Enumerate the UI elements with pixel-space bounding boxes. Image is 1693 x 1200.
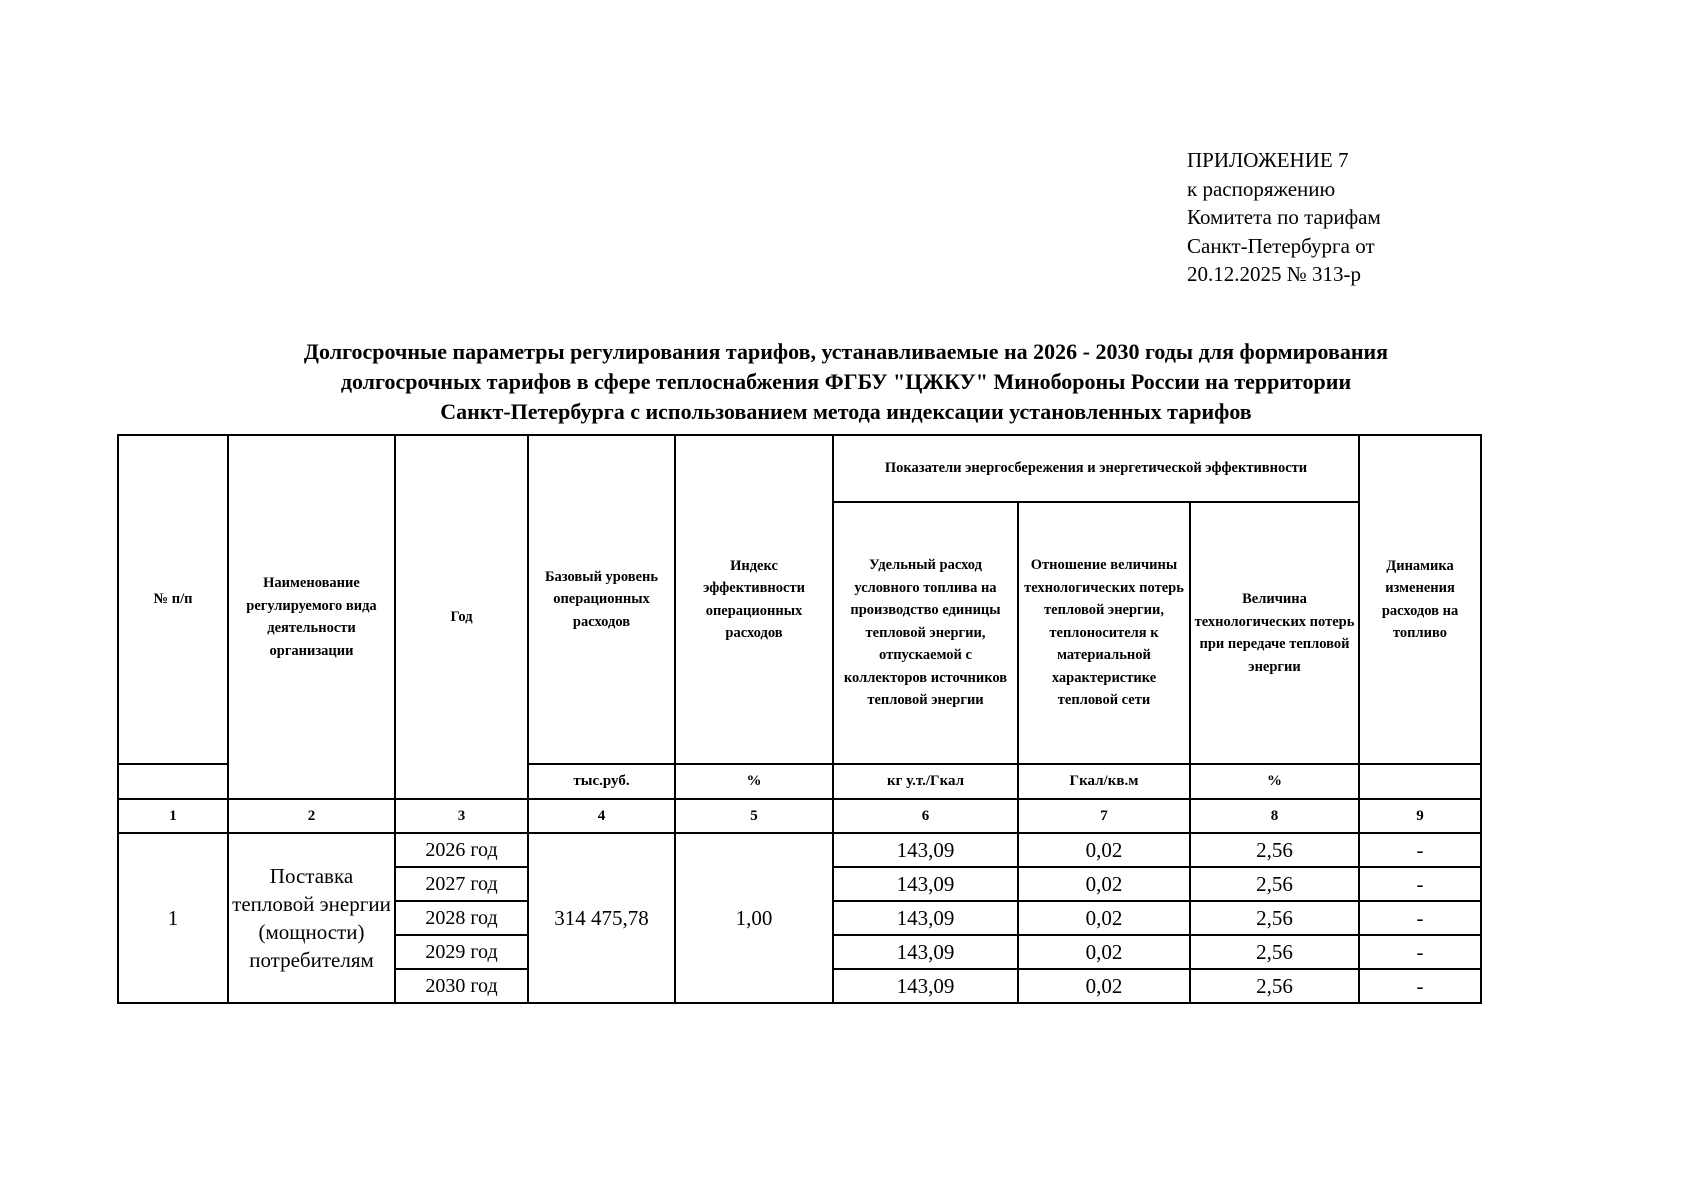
header-efficiency-index: Индекс эффективности операционных расходов bbox=[675, 435, 833, 764]
annex-line: Санкт-Петербурга от bbox=[1187, 233, 1375, 258]
row-efficiency-index: 1,00 bbox=[675, 833, 833, 1003]
title-line: Долгосрочные параметры регулирования тарифов, устанавливаемые на 2026 - 2030 годы для формирования bbox=[303, 339, 1389, 364]
header-year: Год bbox=[395, 435, 528, 799]
units-num bbox=[118, 764, 228, 799]
header-num: № п/п bbox=[118, 435, 228, 764]
col-number: 3 bbox=[395, 799, 528, 833]
row-fuel-dynamics: - bbox=[1359, 833, 1481, 867]
col-number: 1 bbox=[118, 799, 228, 833]
row-year: 2029 год bbox=[395, 935, 528, 969]
row-activity: Поставка тепловой энергии (мощности) потребителям bbox=[228, 833, 395, 1003]
col-number: 9 bbox=[1359, 799, 1481, 833]
header-fuel-dynamics: Динамика изменения расходов на топливо bbox=[1359, 435, 1481, 764]
col-number: 4 bbox=[528, 799, 675, 833]
row-year: 2027 год bbox=[395, 867, 528, 901]
annex-line: ПРИЛОЖЕНИЕ 7 bbox=[1187, 148, 1349, 172]
row-loss-ratio: 0,02 bbox=[1018, 935, 1190, 969]
row-fuel-consumption: 143,09 bbox=[833, 867, 1018, 901]
title-line: Санкт-Петербурга с использованием метода индексации установленных тарифов bbox=[440, 399, 1252, 424]
row-year: 2026 год bbox=[395, 833, 528, 867]
units-losses: % bbox=[1190, 764, 1359, 799]
col-number: 8 bbox=[1190, 799, 1359, 833]
col-number: 6 bbox=[833, 799, 1018, 833]
row-tech-losses: 2,56 bbox=[1190, 901, 1359, 935]
row-loss-ratio: 0,02 bbox=[1018, 833, 1190, 867]
row-fuel-dynamics: - bbox=[1359, 969, 1481, 1003]
annex-block bbox=[1187, 146, 1381, 289]
row-base-opex: 314 475,78 bbox=[528, 833, 675, 1003]
annex-line: Комитета по тарифам bbox=[1187, 205, 1381, 229]
document-title bbox=[118, 337, 1574, 427]
row-tech-losses: 2,56 bbox=[1190, 867, 1359, 901]
row-loss-ratio: 0,02 bbox=[1018, 901, 1190, 935]
row-fuel-consumption: 143,09 bbox=[833, 935, 1018, 969]
row-fuel-consumption: 143,09 bbox=[833, 833, 1018, 867]
row-tech-losses: 2,56 bbox=[1190, 935, 1359, 969]
row-fuel-consumption: 143,09 bbox=[833, 901, 1018, 935]
header-base-opex: Базовый уровень операционных расходов bbox=[528, 435, 675, 764]
row-fuel-dynamics: - bbox=[1359, 867, 1481, 901]
row-fuel-dynamics: - bbox=[1359, 901, 1481, 935]
header-energy-group: Показатели энергосбережения и энергетической эффективности bbox=[833, 435, 1359, 502]
col-number: 7 bbox=[1018, 799, 1190, 833]
row-fuel-dynamics: - bbox=[1359, 935, 1481, 969]
col-number: 2 bbox=[228, 799, 395, 833]
units-index: % bbox=[675, 764, 833, 799]
row-loss-ratio: 0,02 bbox=[1018, 867, 1190, 901]
header-fuel-consumption: Удельный расход условного топлива на производство единицы тепловой энергии, отпускаемой с коллекторов источников тепловой энергии bbox=[833, 502, 1018, 764]
row-year: 2028 год bbox=[395, 901, 528, 935]
header-loss-ratio: Отношение величины технологических потерь тепловой энергии, теплоносителя к материальной характеристике тепловой сети bbox=[1018, 502, 1190, 764]
units-dynamics bbox=[1359, 764, 1481, 799]
row-fuel-consumption: 143,09 bbox=[833, 969, 1018, 1003]
row-year: 2030 год bbox=[395, 969, 528, 1003]
header-tech-losses: Величина технологических потерь при передаче тепловой энергии bbox=[1190, 502, 1359, 764]
parameters-table bbox=[117, 434, 1482, 1004]
header-activity: Наименование регулируемого вида деятельности организации bbox=[228, 435, 395, 799]
row-tech-losses: 2,56 bbox=[1190, 833, 1359, 867]
row-loss-ratio: 0,02 bbox=[1018, 969, 1190, 1003]
col-number: 5 bbox=[675, 799, 833, 833]
annex-line: к распоряжению bbox=[1187, 176, 1336, 201]
units-ratio: Гкал/кв.м bbox=[1018, 764, 1190, 799]
units-fuel: кг у.т./Гкал bbox=[833, 764, 1018, 799]
table-row bbox=[118, 833, 1481, 867]
annex-line: 20.12.2025 № 313-р bbox=[1187, 262, 1362, 286]
units-base: тыс.руб. bbox=[528, 764, 675, 799]
row-tech-losses: 2,56 bbox=[1190, 969, 1359, 1003]
row-num: 1 bbox=[118, 833, 228, 1003]
title-line: долгосрочных тарифов в сфере теплоснабжения ФГБУ "ЦЖКУ" Минобороны России на территории bbox=[340, 369, 1352, 394]
